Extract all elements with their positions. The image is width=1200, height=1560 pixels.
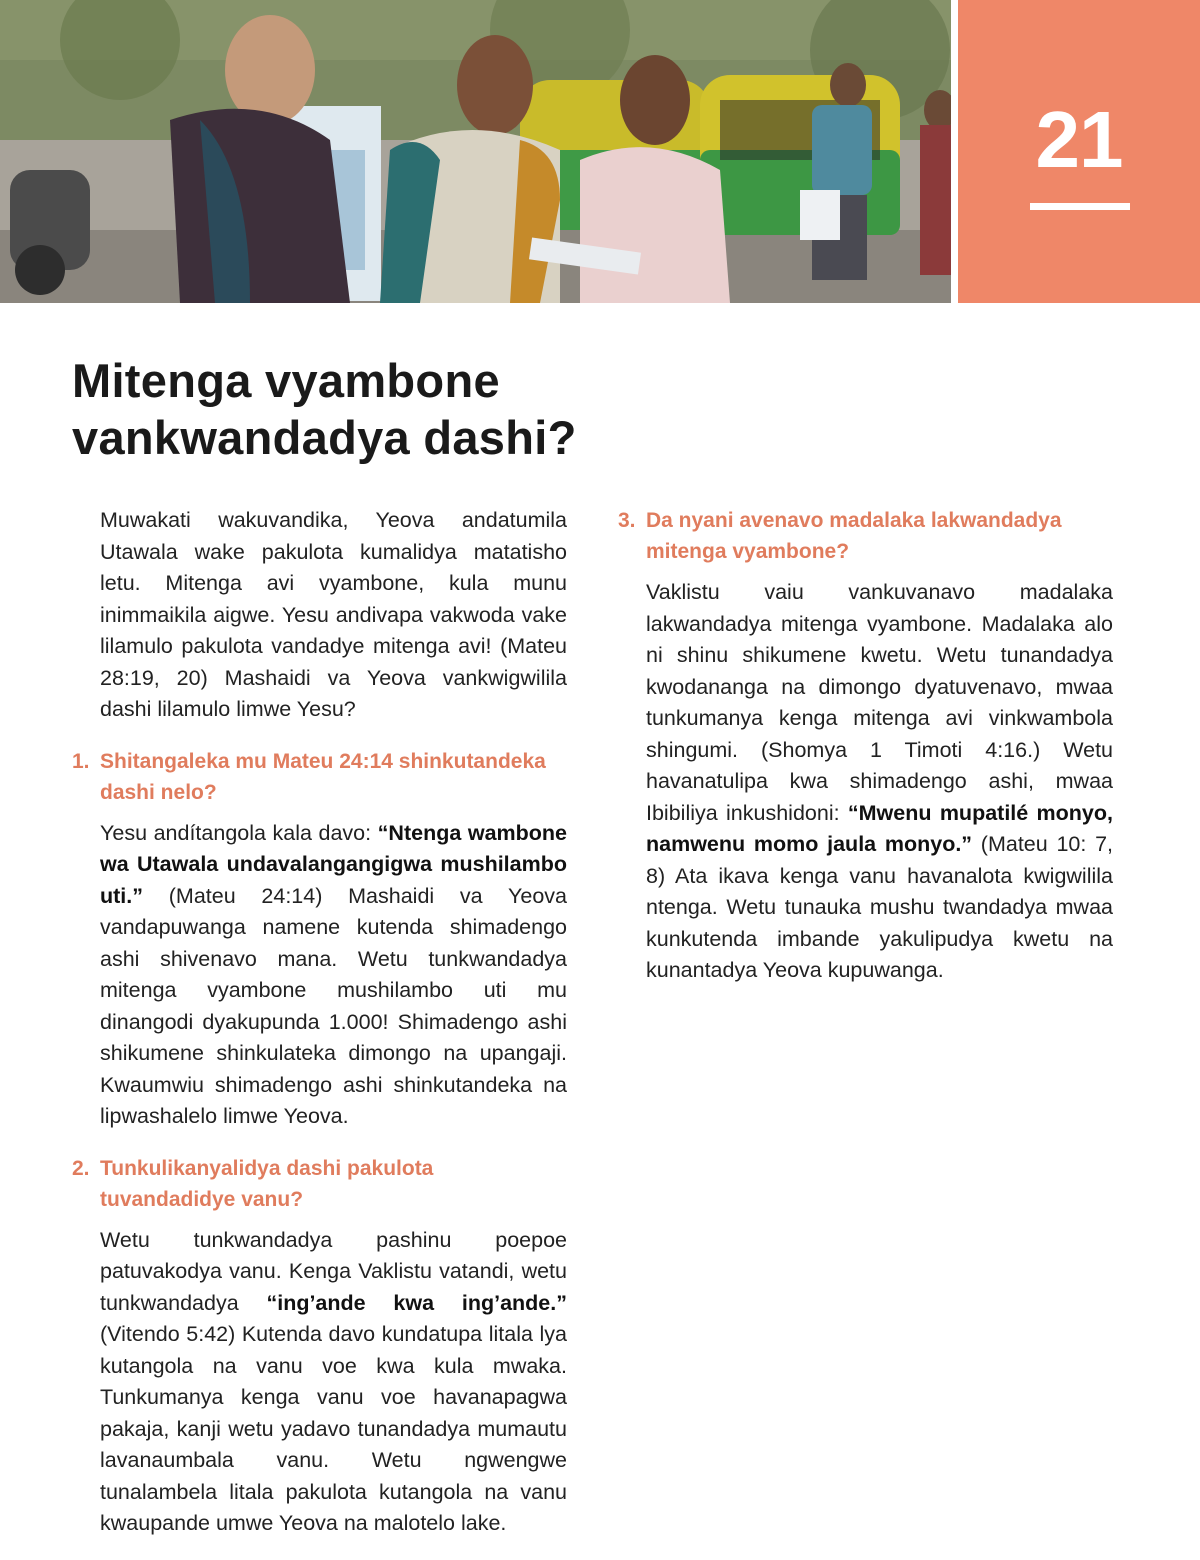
column-left	[72, 505, 567, 1560]
answer-1-post: (Mateu 24:14) Mashaidi va Yeova vandapuwanga namene kutenda shimadengo ashi shivenavo mana. Wetu tunkwandadya mitenga vyambone mushilambo uti mu dinangodi dyakupunda 1.000! Shimadengo ashi shikumene shinkulateka dimongo na upangaji. Kwaumwiu shimadengo ashi shinkutandeka na lipwashalelo limwe Yeova.	[100, 883, 567, 1128]
page-title	[72, 352, 772, 466]
question-2	[72, 1153, 567, 1215]
answer-2-post: (Vitendo 5:42) Kutenda davo kundatupa litala lya kutangola na vanu voe kwa kula mwaka. Tunkumanya kenga vanu voe havanapagwa pakaja, kanji wetu yadavo tunandadya mumautu lavanaumbala vanu. Wetu ngwengwe tunalambela litala pakulota kutangola na vanu kwaupande umwe Yeova na malotelo lake.	[100, 1322, 567, 1535]
lesson-number-badge	[958, 0, 1200, 303]
question-1-number: 1.	[72, 749, 90, 773]
answer-2	[100, 1225, 567, 1540]
badge-underline	[1030, 203, 1130, 210]
answer-3	[646, 577, 1113, 987]
title-line-1: Mitenga vyambone	[72, 354, 500, 407]
answer-1-pre: Yesu andítangola kala davo:	[100, 820, 378, 845]
lesson-number: 21	[1035, 95, 1123, 184]
column-right	[618, 505, 1113, 1007]
intro-paragraph: Muwakati wakuvandika, Yeova andatumila Utawala wake pakulota kumalidya matatisho letu. Mitenga avi vyambone, kula munu inimmaikila aigwe. Yesu andivapa vakwoda vake lilamulo pakulota vandadye mitenga avi! (Mateu 28:19, 20) Mashaidi va Yeova vankwigwilila dashi lilamulo limwe Yesu?	[100, 508, 567, 721]
question-1	[72, 746, 567, 808]
question-1-text: Shitangaleka mu Mateu 24:14 shinkutandeka dashi nelo?	[100, 749, 546, 804]
title-line-2: vankwandadya dashi?	[72, 411, 577, 464]
answer-2-pre: Wetu tunkwandadya pashinu poepoe patuvakodya vanu. Kenga Vaklistu vatandi, wetu tunkwandadya	[100, 1227, 567, 1315]
answer-3-quote: “Mwenu mupatilé monyo, namwenu momo jaula monyo.”	[646, 800, 1113, 856]
street-scene-illustration	[0, 0, 951, 303]
question-2-number: 2.	[72, 1156, 90, 1180]
question-3-number: 3.	[618, 509, 636, 532]
answer-1	[100, 818, 567, 1133]
question-3	[618, 505, 1113, 567]
answer-3-pre: Vaklistu vaiu vankuvanavo madalaka lakwandadya mitenga vyambone. Madalaka alo ni shinu shikumene kwetu. Wetu tunandadya kwodananga na dimongo dyatuvenavo, mwaa tunkumanya kenga mitenga avi vinkwambola shingumi. (Shomya 1 Timoti 4:16.) Wetu havanatulipa kwa shimadengo ashi, mwaa Ibibiliya inkushidoni:	[646, 580, 1113, 825]
question-2-text: Tunkulikanyalidya dashi pakulota tuvandadidye vanu?	[100, 1156, 434, 1211]
answer-3-post: (Mateu 10: 7, 8) Ata ikava kenga vanu havanalota kwigwilila ntenga. Wetu tunauka mushu twandadya mwaa kunkutenda imbande yakulipudya kwetu na kunantadya Yeova kupuwanga.	[646, 832, 1114, 982]
hero-photo	[0, 0, 951, 303]
answer-1-quote: “Ntenga wambone wa Utawala undavalangangigwa mushilambo uti.”	[100, 820, 567, 908]
question-3-text: Da nyani avenavo madalaka lakwandadya mitenga vyambone?	[646, 509, 1062, 563]
answer-2-quote: “ing’ande kwa ing’ande.”	[266, 1290, 567, 1315]
